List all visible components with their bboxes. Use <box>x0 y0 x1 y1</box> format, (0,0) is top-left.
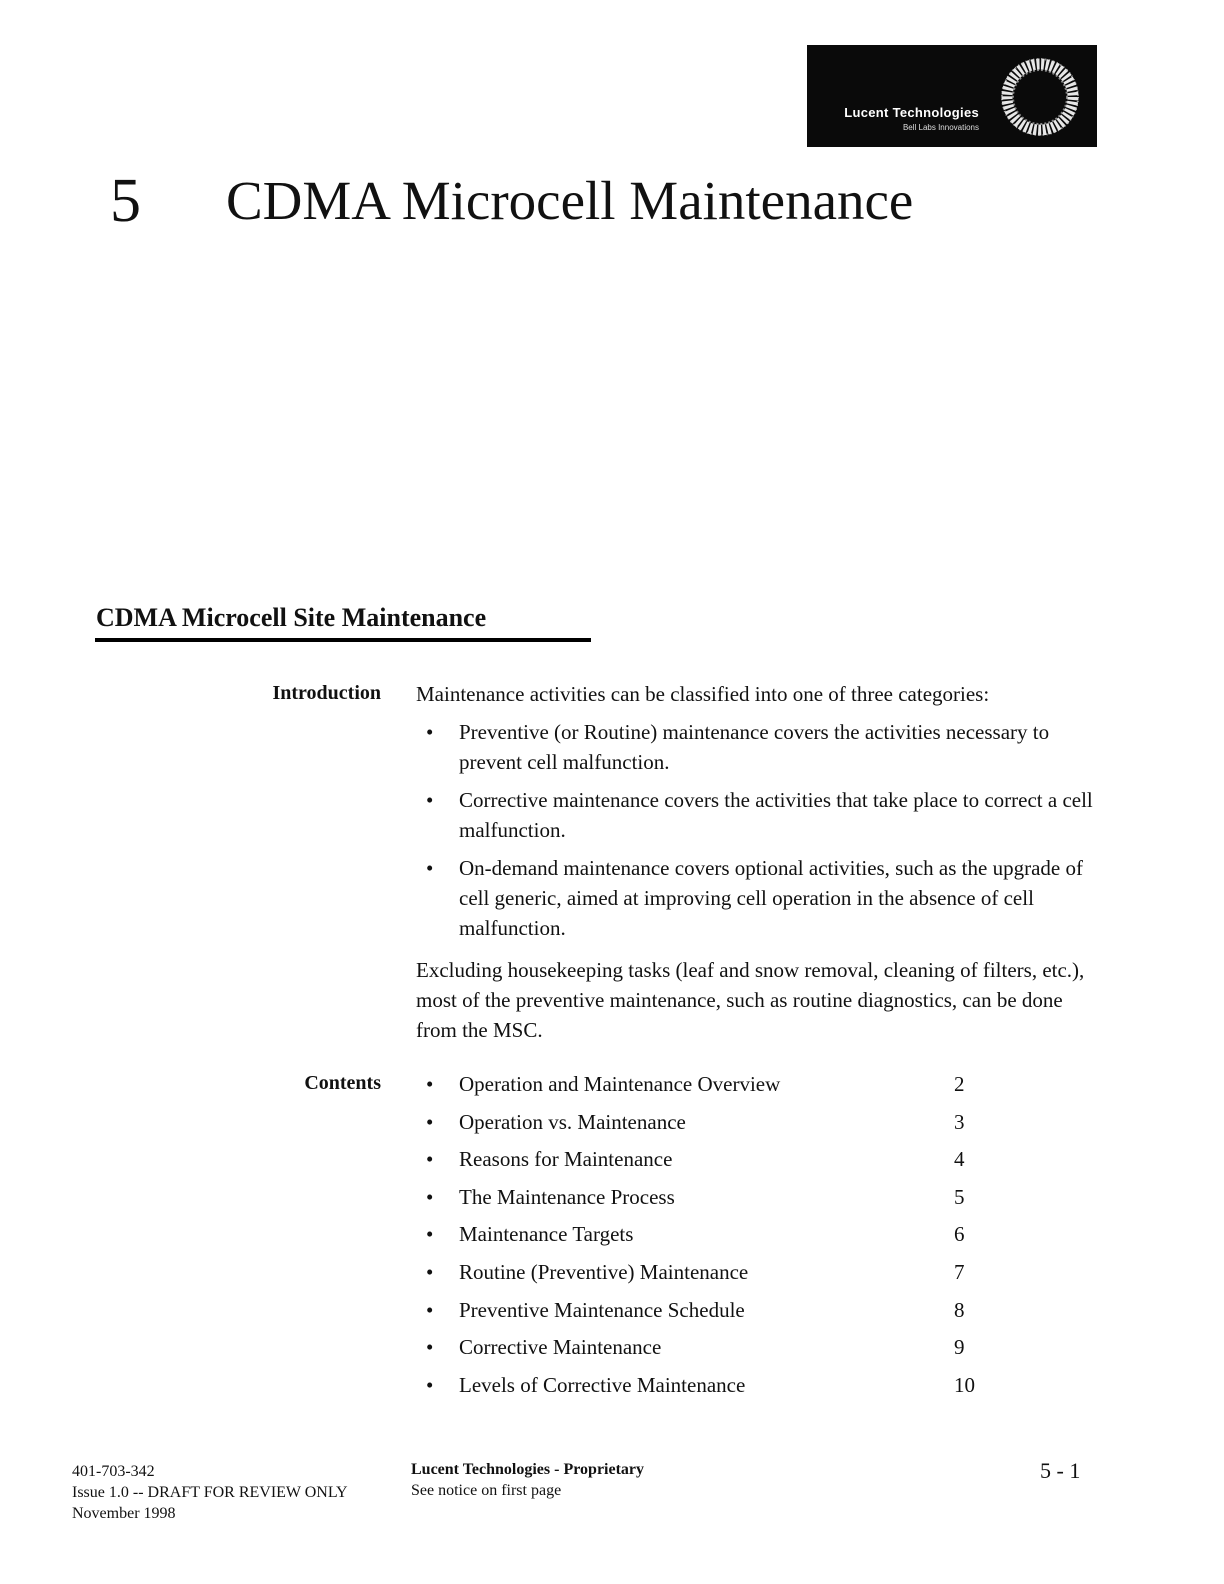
introduction-closing: Excluding housekeeping tasks (leaf and snow removal, cleaning of filters, etc.), most of the preventive maintenance, such as routine diagnostics, can be done from the MSC. <box>416 958 1085 1042</box>
contents-entry[interactable] <box>416 1144 1016 1182</box>
page-number: 5 - 1 <box>1040 1458 1081 1483</box>
bullet-icon: • <box>426 1072 434 1096</box>
footer-doc-number: 401-703-342 <box>72 1463 155 1480</box>
chapter-number: 5 <box>110 167 141 235</box>
contents-entry-page: 10 <box>954 1372 975 1397</box>
bullet-icon: • <box>426 1184 434 1209</box>
list-item-text: On-demand maintenance covers optional activities, such as the upgrade of cell generic, aimed at improving cell operation in the absence of cell malfunction. <box>459 856 1083 940</box>
innovation-ring-icon <box>995 53 1085 141</box>
footer-date: November 1998 <box>72 1505 176 1522</box>
contents-entry-title: Preventive Maintenance Schedule <box>459 1297 745 1322</box>
contents-entry-title: Operation vs. Maintenance <box>459 1109 686 1134</box>
introduction-body <box>416 679 1096 1045</box>
list-item <box>416 853 1096 943</box>
list-item <box>416 785 1096 845</box>
company-logo <box>807 45 1097 147</box>
footer-notice: See notice on first page <box>411 1482 562 1499</box>
bullet-icon: • <box>426 1109 434 1134</box>
section-rule <box>95 638 591 642</box>
contents-entry[interactable] <box>416 1107 1016 1145</box>
contents-entry-title: Corrective Maintenance <box>459 1335 662 1360</box>
section-heading: CDMA Microcell Site Maintenance <box>96 603 487 632</box>
contents-entry[interactable] <box>416 1332 1016 1370</box>
bullet-icon: • <box>426 720 434 744</box>
chapter-title: CDMA Microcell Maintenance <box>226 170 914 231</box>
contents-entry-title: Operation and Maintenance Overview <box>459 1072 781 1096</box>
footer-proprietary: Lucent Technologies - Proprietary <box>411 1461 645 1478</box>
contents-entry-page: 4 <box>954 1147 965 1172</box>
bullet-icon: • <box>426 1297 434 1322</box>
contents-entry-title: Maintenance Targets <box>459 1222 634 1247</box>
contents-entry-page: 3 <box>954 1109 965 1134</box>
contents-entry-title: Routine (Preventive) Maintenance <box>459 1259 749 1284</box>
contents-entry[interactable] <box>416 1370 1016 1408</box>
contents-entry-page: 7 <box>954 1259 965 1284</box>
contents-entry-title: Reasons for Maintenance <box>459 1147 673 1172</box>
contents-entry-page: 2 <box>954 1072 965 1096</box>
list-item-text: Corrective maintenance covers the activities that take place to correct a cell malfunction. <box>459 788 1093 842</box>
contents-list <box>416 1069 1016 1407</box>
contents-entry[interactable] <box>416 1069 1016 1107</box>
contents-entry[interactable] <box>416 1257 1016 1295</box>
contents-entry[interactable] <box>416 1295 1016 1333</box>
logo-company-name: Lucent Technologies <box>844 105 979 120</box>
bullet-icon: • <box>426 1259 434 1284</box>
introduction-lead: Maintenance activities can be classified into one of three categories: <box>416 682 990 706</box>
contents-entry[interactable] <box>416 1182 1016 1220</box>
contents-entry[interactable] <box>416 1219 1016 1257</box>
list-item-text: Preventive (or Routine) maintenance covers the activities necessary to prevent cell malfunction. <box>459 720 1050 774</box>
bullet-icon: • <box>426 1147 434 1172</box>
introduction-bullet-list <box>416 717 1096 943</box>
contents-entry-title: The Maintenance Process <box>459 1184 675 1209</box>
logo-tagline: Bell Labs Innovations <box>902 123 979 132</box>
bullet-icon: • <box>426 1222 434 1247</box>
contents-label: Contents <box>304 1072 381 1094</box>
footer-document-info <box>72 1461 348 1524</box>
bullet-icon: • <box>426 856 434 880</box>
contents-entry-page: 9 <box>954 1335 965 1360</box>
contents-entry-page: 6 <box>954 1222 965 1247</box>
footer-issue: Issue 1.0 -- DRAFT FOR REVIEW ONLY <box>72 1484 348 1501</box>
footer-proprietary-notice <box>411 1459 644 1501</box>
contents-entry-page: 5 <box>954 1184 965 1209</box>
bullet-icon: • <box>426 788 434 812</box>
contents-entry-title: Levels of Corrective Maintenance <box>459 1372 746 1397</box>
bullet-icon: • <box>426 1335 434 1360</box>
bullet-icon: • <box>426 1372 434 1397</box>
list-item <box>416 717 1096 777</box>
introduction-label: Introduction <box>272 682 381 704</box>
contents-entry-page: 8 <box>954 1297 965 1322</box>
